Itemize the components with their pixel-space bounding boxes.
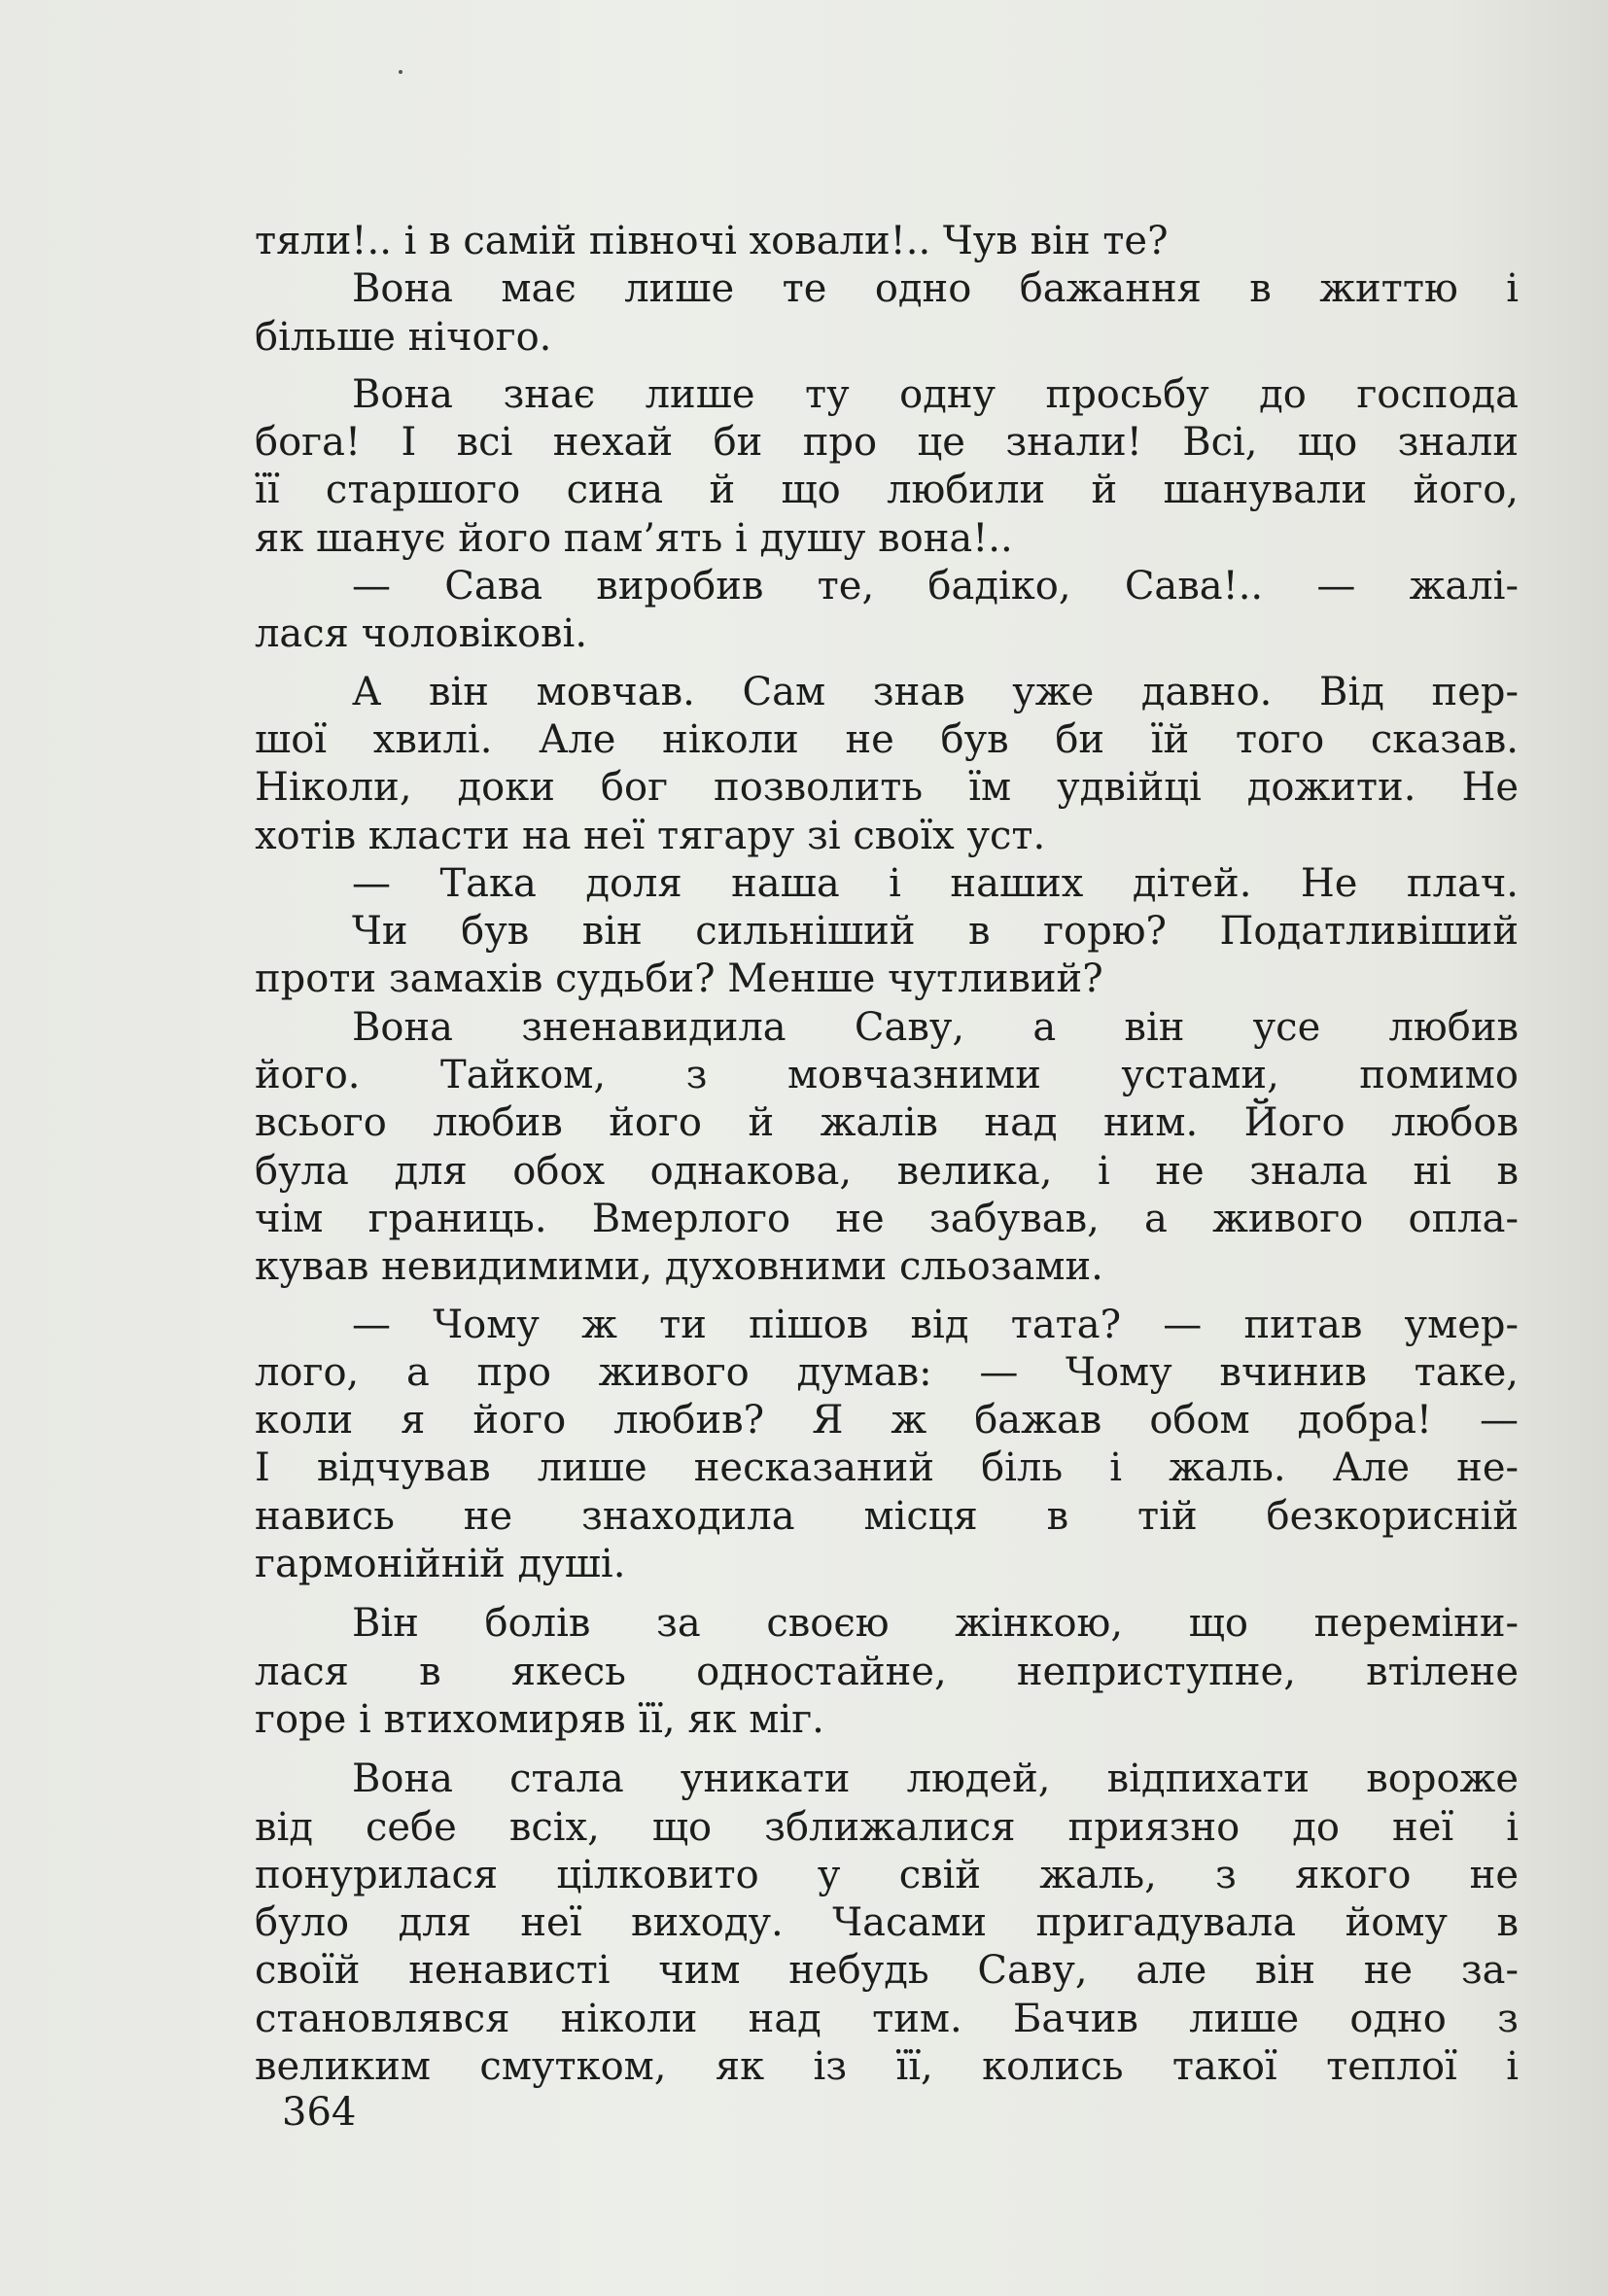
text-line: навись не знаходила місця в тій безкорисній [255,1493,1519,1539]
text-line: понурилася цілковито у свій жаль, з якого не [255,1852,1519,1897]
text-line: горе і втихомиряв її, як міг. [255,1696,824,1742]
text-line: І відчував лише несказаний біль і жаль. Але не- [255,1445,1519,1491]
text-line: Вона стала уникати людей, відпихати вороже [352,1757,1519,1802]
text-line: — Сава виробив те, бадіко, Сава!.. — жалі- [352,564,1519,609]
text-line: проти замахів судьби? Менше чутливий? [255,957,1103,1002]
body-text [255,218,1519,2091]
text-line: лася чоловікові. [255,611,588,657]
text-line: хотів класти на неї тягару зі своїх уст. [255,813,1046,858]
text-line: як шанує його пам’ять і душу вона!.. [255,515,1013,561]
text-line: чім границь. Вмерлого не забував, а живого опла- [255,1196,1519,1241]
text-line: шої хвилі. Але ніколи не був би їй того сказав. [255,716,1519,762]
text-line: Вона зненавидила Саву, а він усе любив [352,1004,1519,1050]
text-line: лого, а про живого думав: — Чому вчинив таке, [255,1349,1519,1395]
text-line: Чи був він сильніший в горю? Податливіший [352,909,1519,955]
text-line: кував невидимими, духовними сльозами. [255,1244,1103,1290]
text-line: більше нічого. [255,314,552,360]
text-line: лася в якесь одностайне, неприступне, втілене [255,1649,1519,1694]
text-line: коли я його любив? Я ж бажав обом добра! — [255,1398,1519,1444]
text-line: всього любив його й жалів над ним. Його любов [255,1100,1519,1146]
text-line: — Така доля наша і наших дітей. Не плач. [352,860,1519,906]
text-line: — Чому ж ти пішов від тата? — питав умер- [352,1302,1519,1347]
text-line: Він болів за своєю жінкою, що переміни- [352,1601,1519,1647]
text-line: А він мовчав. Сам знав уже давно. Від пер- [352,669,1519,714]
text-line: гармонійній душі. [255,1542,626,1587]
page-number: 364 [282,2090,357,2135]
text-line: було для неї виходу. Часами пригадувала йому в [255,1900,1519,1946]
text-line: великим смутком, як із її, колись такої теплої і [255,2043,1519,2089]
text-line: Вона має лише те одно бажання в життю і [352,266,1519,312]
text-line: його. Тайком, з мовчазними устами, помимо [255,1053,1519,1098]
paper-speck [399,70,402,74]
text-line: Вона знає лише ту одну просьбу до господа [352,371,1519,417]
text-line: була для обох однакова, велика, і не знала ні в [255,1148,1519,1194]
text-line: своїй ненависті чим небудь Саву, але він не за- [255,1948,1519,1994]
text-line: бога! І всі нехай би про це знали! Всі, що знали [255,420,1519,466]
text-line: тяли!.. і в самій півночі ховали!.. Чув він те? [255,219,1169,263]
text-line: її старшого сина й що любили й шанували його, [255,468,1519,513]
text-line: від себе всіх, що зближалися приязно до неї і [255,1804,1519,1850]
text-line: становлявся ніколи над тим. Бачив лише одно з [255,1996,1519,2041]
text-line: Ніколи, доки бог позволить їм удвійці дожити. Не [255,765,1519,811]
